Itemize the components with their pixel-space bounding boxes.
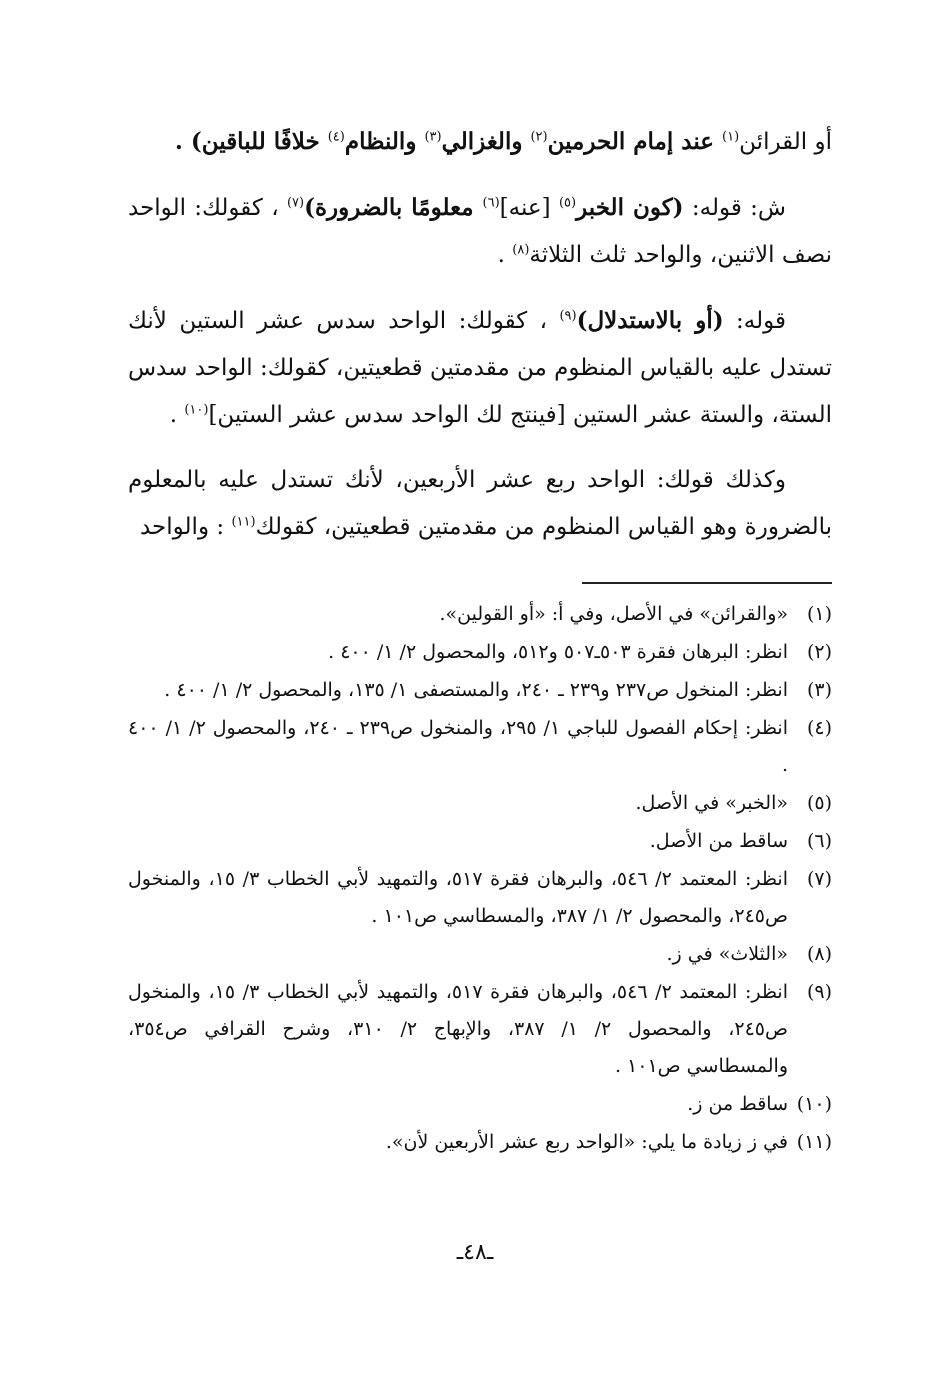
footnote-number: (٩) xyxy=(806,981,832,1003)
footnote-text: ساقط من الأصل. xyxy=(649,830,788,852)
footnote-11 xyxy=(128,1124,832,1161)
text-run: ش: قوله: xyxy=(683,195,786,221)
text-run: ، كقولك: الواحد نصف الاثنين، والواحد ثلث الثلاثة xyxy=(128,195,832,268)
bold-text-run: عند إمام الحرمين xyxy=(547,128,723,155)
text-run: : والواحد xyxy=(139,514,232,540)
text-run: قوله: xyxy=(723,308,786,334)
footnote-text: انظر: البرهان فقرة ٥٠٣ـ٥٠٧ و٥١٢، والمحصول ٢/ ١/ ٤٠٠ . xyxy=(328,641,788,663)
footnote-text: «والقرائن» في الأصل، وفي أ: «أو القولين». xyxy=(439,603,788,625)
footnote-marker: (٩) xyxy=(559,308,577,324)
footnote-marker: (١٠) xyxy=(184,402,209,418)
paragraph-2 xyxy=(128,184,832,279)
footnote-number: (١١) xyxy=(796,1131,832,1153)
footnote-marker: (٥) xyxy=(558,195,577,211)
text-run: وكذلك قولك: الواحد ربع عشر الأربعين، لأنك تستدل عليه بالمعلوم بالضرورة وهو القياس المنظوم من مقدمتين قطعيتين، كقولك xyxy=(128,467,832,540)
footnote-text: انظر: إحكام الفصول للباجي ١/ ٢٩٥، والمنخول ص٢٣٩ ـ ٢٤٠، والمحصول ٢/ ١/ ٤٠٠ . xyxy=(128,717,788,776)
footnote-marker: (٣) xyxy=(424,129,442,145)
text-run: [عنه] xyxy=(499,195,559,221)
footnote-text: «الثلاث» في ز. xyxy=(666,943,788,965)
paragraph-4 xyxy=(128,457,832,551)
bold-text-run: والغزالي xyxy=(441,128,531,155)
main-text xyxy=(128,118,832,569)
footnote-text: انظر: المعتمد ٢/ ٥٤٦، والبرهان فقرة ٥١٧، والتمهيد لأبي الخطاب ٣/ ١٥، والمنخول ص٢٤٥، والمحصول ٢/ ١/ ٣٨٧، والإبهاج ٢/ ٣١٠، وشرح القرافي ص٣٥٤، والمسطاسي ص١٠١ . xyxy=(128,981,788,1077)
footnote-number: (٦) xyxy=(806,830,832,852)
text-run: . xyxy=(169,402,185,428)
footnote-number: (١) xyxy=(806,603,832,625)
footnote-marker: (٨) xyxy=(512,242,530,258)
footnote-marker: (٧) xyxy=(286,195,305,211)
footnote-6 xyxy=(128,823,832,860)
bold-text-run: والنظام xyxy=(344,128,425,155)
footnote-2 xyxy=(128,634,832,671)
paragraph-3 xyxy=(128,297,832,439)
footnote-number: (٨) xyxy=(806,943,832,965)
footnote-4 xyxy=(128,710,832,784)
footnote-text: انظر: المعتمد ٢/ ٥٤٦، والبرهان فقرة ٥١٧، والتمهيد لأبي الخطاب ٣/ ١٥، والمنخول ص٢٤٥، والمحصول ٢/ ١/ ٣٨٧، والمسطاسي ص١٠١ . xyxy=(128,868,788,927)
text-run: ، كقولك: الواحد سدس عشر الستين لأنك تستدل عليه بالقياس المنظوم من مقدمتين قطعيتين، كقولك: الواحد سدس الستة، والستة عشر الستين [فينتج لك الواحد سدس عشر الستين] xyxy=(127,308,832,428)
footnote-1 xyxy=(128,596,832,633)
footnote-number: (١٠) xyxy=(796,1093,832,1115)
bold-text-run: خلافًا للباقين) . xyxy=(174,128,328,155)
text-run: أو القرائن xyxy=(739,129,832,155)
footnote-8 xyxy=(128,936,832,973)
footnote-marker: (١) xyxy=(722,129,740,145)
footnote-10 xyxy=(128,1086,832,1123)
footnote-marker: (٤) xyxy=(327,129,345,145)
footnote-marker: (٦) xyxy=(482,195,500,211)
footnote-number: (٥) xyxy=(806,792,832,814)
footnote-text: ساقط من ز. xyxy=(687,1093,788,1115)
footnotes xyxy=(128,596,832,1162)
footnote-text: في ز زيادة ما يلي: «الواحد ربع عشر الأربعين لأن». xyxy=(385,1131,788,1153)
page-number: ـ٤٨ـ xyxy=(456,1240,494,1265)
paragraph-1 xyxy=(128,118,832,166)
bold-text-run: معلومًا بالضرورة) xyxy=(304,194,483,221)
footnote-marker: (٢) xyxy=(530,129,548,145)
footnote-text: «الخبر» في الأصل. xyxy=(635,792,788,814)
bold-text-run: (أو بالاستدلال) xyxy=(576,307,724,334)
footnote-number: (٤) xyxy=(806,717,832,739)
text-run: . xyxy=(497,242,513,268)
footnote-3 xyxy=(128,672,832,709)
footnote-number: (٧) xyxy=(806,868,832,890)
footnote-text: انظر: المنخول ص٢٣٧ و٢٣٩ ـ ٢٤٠، والمستصفى ١/ ١٣٥، والمحصول ٢/ ١/ ٤٠٠ . xyxy=(164,679,788,701)
footnote-separator xyxy=(582,582,832,584)
footnote-5 xyxy=(128,785,832,822)
bold-text-run: (كون الخبر xyxy=(576,194,684,221)
footnote-number: (٣) xyxy=(806,679,832,701)
footnote-9 xyxy=(128,974,832,1085)
footnote-marker: (١١) xyxy=(231,514,256,530)
footnote-number: (٢) xyxy=(806,641,832,663)
footnote-7 xyxy=(128,861,832,935)
